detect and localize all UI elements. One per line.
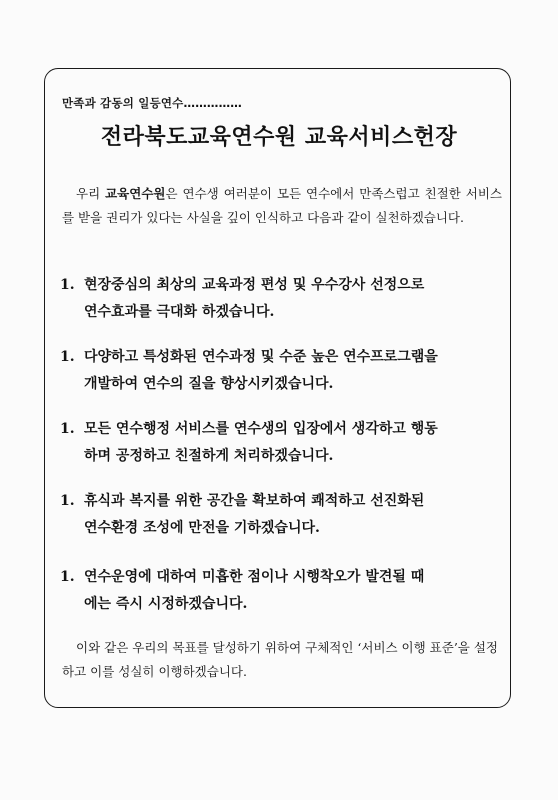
pledge-number: 1. bbox=[60, 569, 75, 585]
pledge-number: 1. bbox=[60, 277, 75, 293]
intro-paragraph bbox=[62, 182, 502, 230]
intro-text-rest: 은 연수생 여러분이 모든 연수에서 만족스럽고 친절한 서비스를 받을 권리가 있다는 사실을 깊이 인식하고 다음과 같이 실천하겠습니다. bbox=[62, 186, 502, 225]
pledge-text-line2: 연수효과를 극대화 하겠습니다. bbox=[84, 304, 275, 320]
pledge-text-line1: 다양하고 특성화된 연수과정 및 수준 높은 연수프로그램을 bbox=[84, 349, 438, 365]
pledge-text-line1: 현장중심의 최상의 교육과정 편성 및 우수강사 선정으로 bbox=[84, 277, 425, 293]
pledge-text-line2: 개발하여 연수의 질을 향상시키겠습니다. bbox=[84, 376, 334, 392]
pledge-number: 1. bbox=[60, 349, 75, 365]
pledge-text-line2: 에는 즉시 시정하겠습니다. bbox=[84, 596, 248, 612]
intro-text-start: 우리 bbox=[76, 186, 106, 201]
document-title: 전라북도교육연수원 교육서비스헌장 bbox=[100, 125, 458, 150]
pledge-number: 1. bbox=[60, 493, 75, 509]
pledge-text-line1: 연수운영에 대하여 미흡한 점이나 시행착오가 발견될 때 bbox=[84, 569, 425, 585]
tagline: 만족과 감동의 일등연수…………… bbox=[62, 96, 242, 110]
intro-organization-name: 교육연수원 bbox=[105, 186, 166, 201]
pledge-text-line1: 모든 연수행정 서비스를 연수생의 입장에서 생각하고 행동 bbox=[84, 421, 438, 437]
pledge-text-line2: 연수환경 조성에 만전을 기하겠습니다. bbox=[84, 520, 320, 536]
pledge-text-line2: 하며 공정하고 친절하게 처리하겠습니다. bbox=[84, 448, 334, 464]
closing-paragraph: 이와 같은 우리의 목표를 달성하기 위하여 구체적인 ‘서비스 이행 표준’을 설정하고 이를 성실히 이행하겠습니다. bbox=[62, 640, 499, 679]
pledge-number: 1. bbox=[60, 421, 75, 437]
pledge-text-line1: 휴식과 복지를 위한 공간을 확보하여 쾌적하고 선진화된 bbox=[84, 493, 425, 509]
